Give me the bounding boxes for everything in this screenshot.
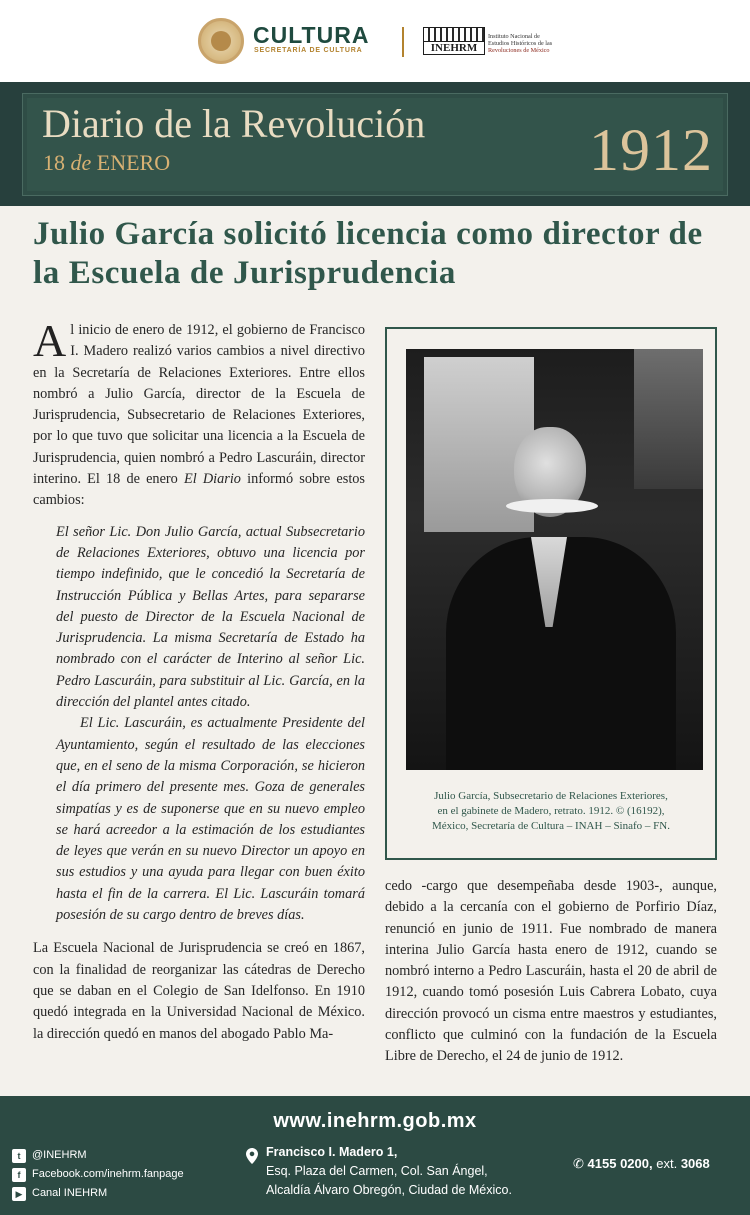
publication-title: Diario de la Revolución: [42, 101, 426, 146]
photo-figure-mustache: [506, 499, 598, 513]
header-panel: [22, 93, 728, 196]
twitter-link[interactable]: [12, 1146, 184, 1165]
facebook-icon: f: [12, 1168, 26, 1182]
facebook-link[interactable]: [12, 1165, 184, 1184]
caption-line: México, Secretaría de Cultura – INAH – Sinafo – FN.: [432, 820, 670, 832]
publication-date: [43, 150, 170, 176]
intro-newspaper-name: El Diario: [183, 471, 241, 488]
inehrm-desc-line: Estudios Históricos de las: [488, 40, 553, 47]
twitter-handle: @INEHRM: [32, 1149, 87, 1161]
inehrm-logo-text: INEHRM: [423, 41, 485, 55]
publication-year: 1912: [589, 117, 713, 183]
facebook-url: Facebook.com/inehrm.fanpage: [32, 1168, 184, 1180]
inehrm-logo: [423, 27, 485, 55]
caption-line: en el gabinete de Madero, retrato. 1912. © (16192),: [437, 805, 665, 817]
social-links: [12, 1146, 184, 1203]
article-column-left: [33, 315, 365, 1045]
phone-icon: ✆: [573, 1156, 584, 1171]
youtube-link[interactable]: [12, 1184, 184, 1203]
cultura-logo-subtitle: SECRETARÍA DE CULTURA: [254, 47, 363, 54]
caption-line: Julio García, Subsecretario de Relaciones Exteriores,: [434, 790, 668, 802]
photo-caption: [387, 789, 715, 834]
address-line-3: Alcaldía Álvaro Obregón, Ciudad de México.: [266, 1183, 512, 1197]
website-link[interactable]: www.inehrm.gob.mx: [273, 1110, 477, 1132]
logo-bar: [0, 0, 750, 82]
article-headline: Julio García solicitó licencia como director de la Escuela de Jurisprudencia: [33, 216, 703, 291]
date-month: ENERO: [96, 150, 171, 175]
intro-text-a: l inicio de enero de 1912, el gobierno de Francisco I. Madero realizó varios cambios a nivel directivo en la Secretaría de Relaciones Exteriores. Entre ellos nombró a Julio García, director de la Escuela de Jurisprudencia, Subsecretario de Relaciones Exteriores, por lo que tuvo que solicitar una licencia a la Escuela de Jurisprudencia, quien nombró a Pedro Lascuráin, director interino. El 18 de enero: [33, 322, 365, 488]
twitter-icon: t: [12, 1149, 26, 1163]
photo-window: [634, 349, 703, 489]
mexico-seal-icon: [198, 18, 244, 64]
phone-ext: 3068: [680, 1156, 710, 1171]
phone-number: 4155 0200,: [587, 1156, 653, 1171]
inehrm-desc-line: Revoluciones de México: [488, 47, 550, 54]
youtube-icon: ▶: [12, 1187, 26, 1201]
phone[interactable]: [573, 1156, 710, 1172]
history-paragraph-end: cedo -cargo que desempeñaba desde 1903-, aunque, debido a la cercanía con el gobierno de Porfirio Díaz, renunció en junio de 1911. Fue nombrado de manera interina Julio García hasta enero de 1912, cuando se nombró interno a Pedro Lascuráin, hasta el 20 de abril de 1912, cuando tomó posesión Luis Cabrera Lobato, cuya dirección provocó un cisma entre maestros y estudiantes, conflicto que culminó con la fundación de la Escuela Libre de Derecho, el 24 de junio de 1912.: [385, 878, 717, 1065]
location-pin-icon: [246, 1148, 258, 1164]
youtube-channel: Canal INEHRM: [32, 1187, 108, 1199]
inehrm-desc-line: Instituto Nacional de: [488, 33, 540, 40]
phone-ext-label: ext.: [656, 1156, 678, 1171]
quote-paragraph-1: El señor Lic. Don Julio García, actual Subsecretario de Relaciones Exteriores, obtuvo una licencia por tiempo indefinido, que le concedió la Secretaría de Instrucción Pública y Bellas Artes, para separarse del puesto de Director de la Escuela Nacional de Jurisprudencia. La misma Secretaría de Estado ha nombrado con el carácter de Interino al señor Lic. Pedro Lascuráin, para substituir al Lic. García, en la dirección del plantel antes citado.: [56, 523, 365, 711]
intro-paragraph: [33, 315, 365, 512]
quote-paragraph-2: El Lic. Lascuráin, es actualmente Presidente del Ayuntamiento, según el resultado de las elecciones que, en el seno de la misma Corporación, se hicieron el día primero del presente mes. Goza de generales simpatías y es de suponerse que en su nuevo empleo se hará acreedor a la estimación de los estudiantes de leyes que verán en su nuevo Director un apoyo en sus estudios y una ayuda para llegar con buen éxito hasta el fin de la carrera. El Lic. Lascuráin tomará posesión de su cargo dentro de breves días.: [56, 715, 365, 924]
logo-divider: [402, 27, 404, 57]
portrait-photo: [406, 349, 703, 770]
header-band: [0, 82, 750, 206]
address: [266, 1143, 512, 1200]
date-de: de: [70, 150, 92, 175]
address-line-1: Francisco I. Madero 1,: [266, 1145, 398, 1159]
history-paragraph-start: La Escuela Nacional de Jurisprudencia se creó en 1867, con la finalidad de reorganizar las cátedras de Derecho que se daban en el Colegio de San Idelfonso. En 1910 quedó integrada en la Universidad Nacional de México. la dirección quedó en manos del abogado Pablo Ma-: [33, 940, 365, 1042]
address-line-2: Esq. Plaza del Carmen, Col. San Ángel,: [266, 1164, 488, 1178]
footer: [0, 1096, 750, 1215]
photo-frame: [385, 327, 717, 860]
date-day: 18: [43, 150, 65, 175]
inehrm-building-icon: [423, 27, 485, 41]
cultura-logo-text: CULTURA: [253, 22, 370, 48]
article-column-right: [385, 876, 717, 1068]
block-quote: [33, 522, 365, 927]
drop-cap: A: [33, 315, 67, 366]
intro-text-b: informó sobre estos cambios:: [33, 471, 365, 509]
inehrm-description: [488, 33, 563, 54]
